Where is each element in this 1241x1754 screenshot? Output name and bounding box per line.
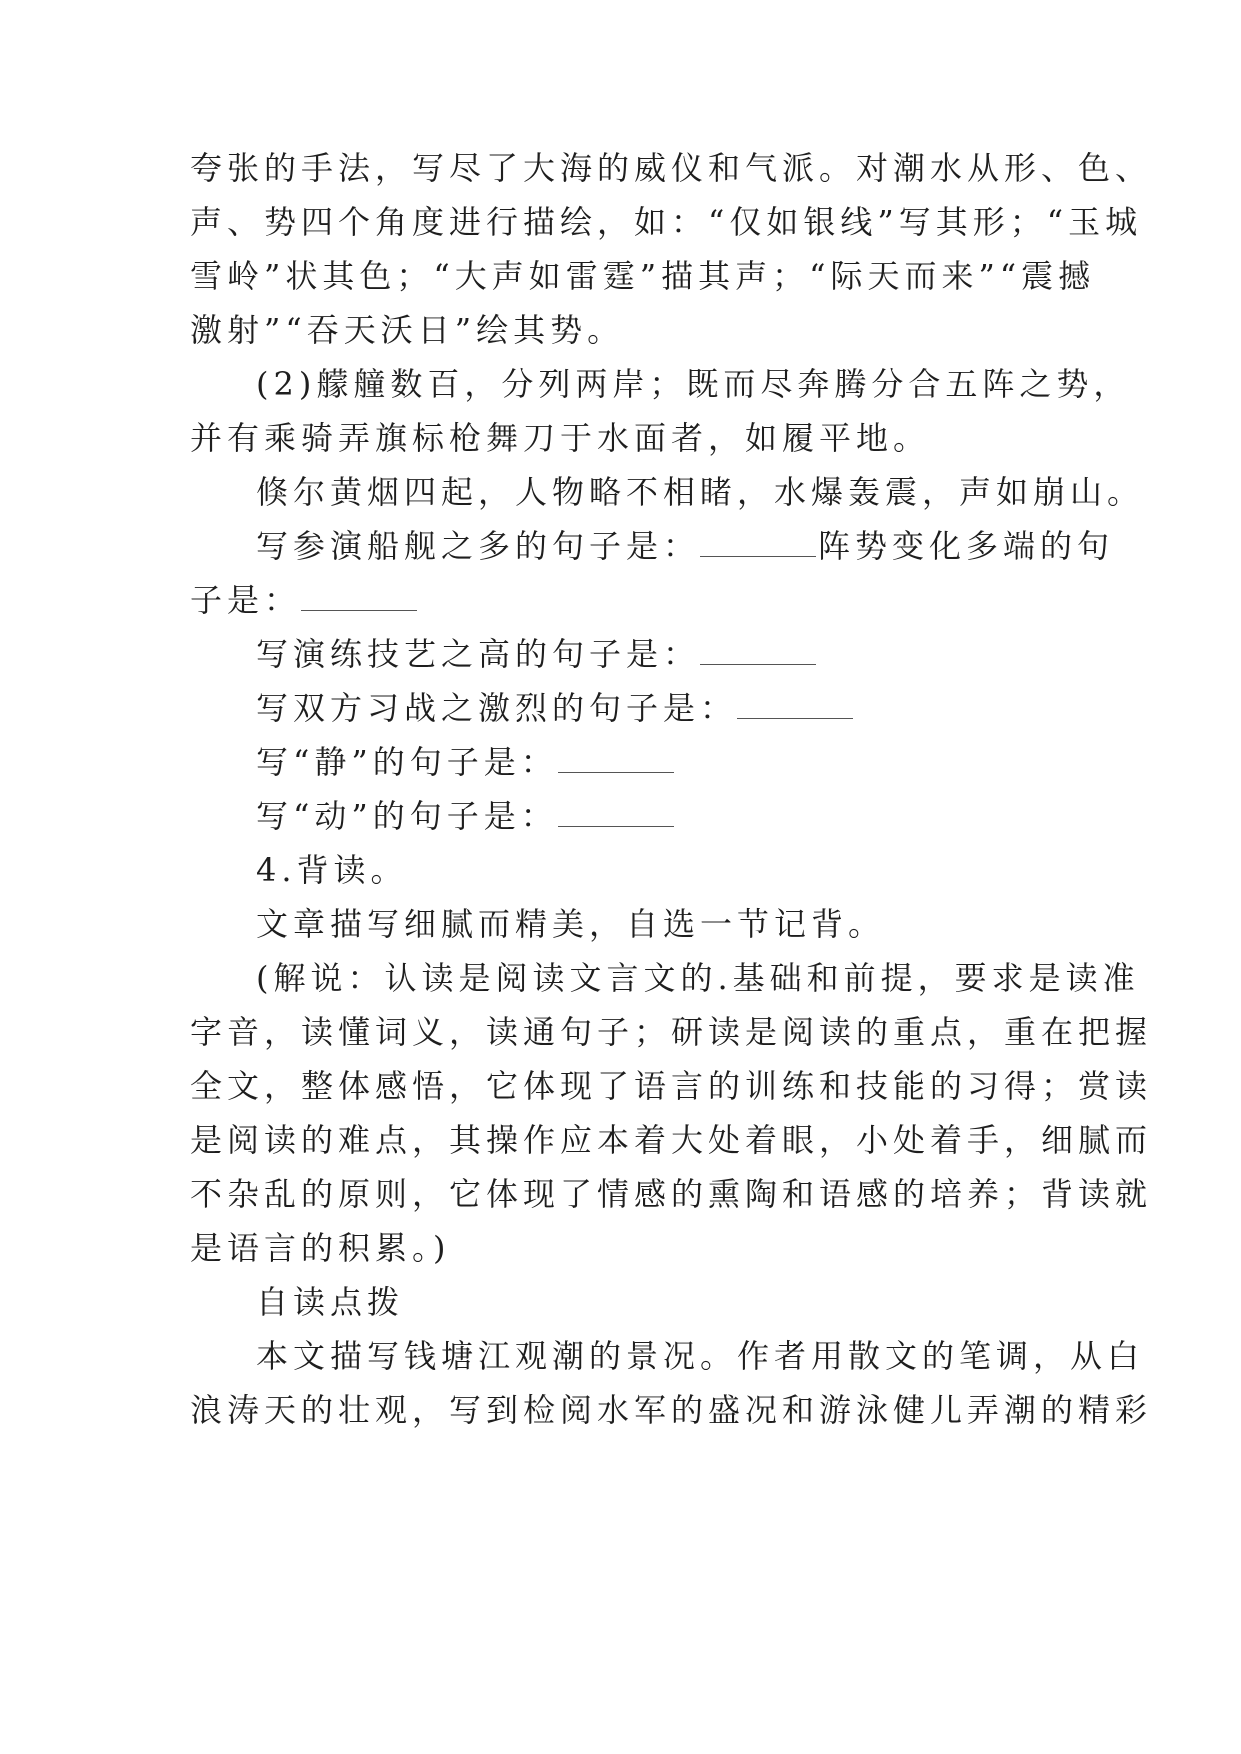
question-line xyxy=(256,688,1136,728)
question-text: 写“静”的句子是： xyxy=(256,743,558,781)
question-line xyxy=(190,580,1070,620)
text-line: 本文描写钱塘江观潮的景况。作者用散文的笔调，从白 xyxy=(256,1337,1145,1375)
answer-blank[interactable] xyxy=(700,640,816,665)
question-text: 阵势变化多端的句 xyxy=(818,527,1115,565)
question-line xyxy=(256,526,1136,566)
text-line: 是阅读的难点，其操作应本着大处着眼，小处着手，细腻而 xyxy=(190,1121,1153,1159)
text-line: 浪涛天的壮观，写到检阅水军的盛况和游泳健儿弄潮的精彩 xyxy=(190,1391,1153,1429)
text-line: (解说：认读是阅读文言文的.基础和前提，要求是读准 xyxy=(256,959,1140,997)
question-text: 子是： xyxy=(190,581,302,619)
question-text: 写“动”的句子是： xyxy=(256,797,558,835)
answer-blank[interactable] xyxy=(737,694,853,719)
answer-blank[interactable] xyxy=(558,748,674,773)
text-line: 激射”“吞天沃日”绘其势。 xyxy=(190,311,625,349)
section-heading: 自读点拨 xyxy=(256,1283,405,1321)
text-line: 声、势四个角度进行描绘，如：“仅如银线”写其形；“玉城 xyxy=(190,203,1143,241)
text-line: 全文，整体感悟，它体现了语言的训练和技能的习得；赏读 xyxy=(190,1067,1153,1105)
text-line: 不杂乱的原则，它体现了情感的熏陶和语感的培养；背读就 xyxy=(190,1175,1153,1213)
text-line: 并有乘骑弄旗标枪舞刀于水面者，如履平地。 xyxy=(190,419,931,457)
answer-blank[interactable] xyxy=(558,802,674,827)
text-line: 字音，读懂词义，读通句子；研读是阅读的重点，重在把握 xyxy=(190,1013,1153,1051)
section-heading: 4.背读。 xyxy=(256,851,408,889)
question-line xyxy=(256,634,1136,674)
question-text: 写双方习战之激烈的句子是： xyxy=(256,689,738,727)
answer-blank[interactable] xyxy=(700,532,816,557)
text-line: 夸张的手法，写尽了大海的威仪和气派。对潮水从形、色、 xyxy=(190,149,1153,187)
answer-blank[interactable] xyxy=(301,586,417,611)
text-line: 文章描写细腻而精美，自选一节记背。 xyxy=(256,905,886,943)
text-line: (2)艨艟数百，分列两岸；既而尽奔腾分合五阵之势， xyxy=(256,365,1131,403)
text-line: 倏尔黄烟四起，人物略不相睹，水爆轰震，声如崩山。 xyxy=(256,473,1145,511)
question-line xyxy=(256,742,1136,782)
question-line xyxy=(256,796,1136,836)
question-text: 写演练技艺之高的句子是： xyxy=(256,635,701,673)
text-line: 雪岭”状其色；“大声如雷霆”描其声；“际天而来”“震撼 xyxy=(190,257,1096,295)
question-text: 写参演船舰之多的句子是： xyxy=(256,527,701,565)
text-line: 是语言的积累。) xyxy=(190,1229,451,1267)
